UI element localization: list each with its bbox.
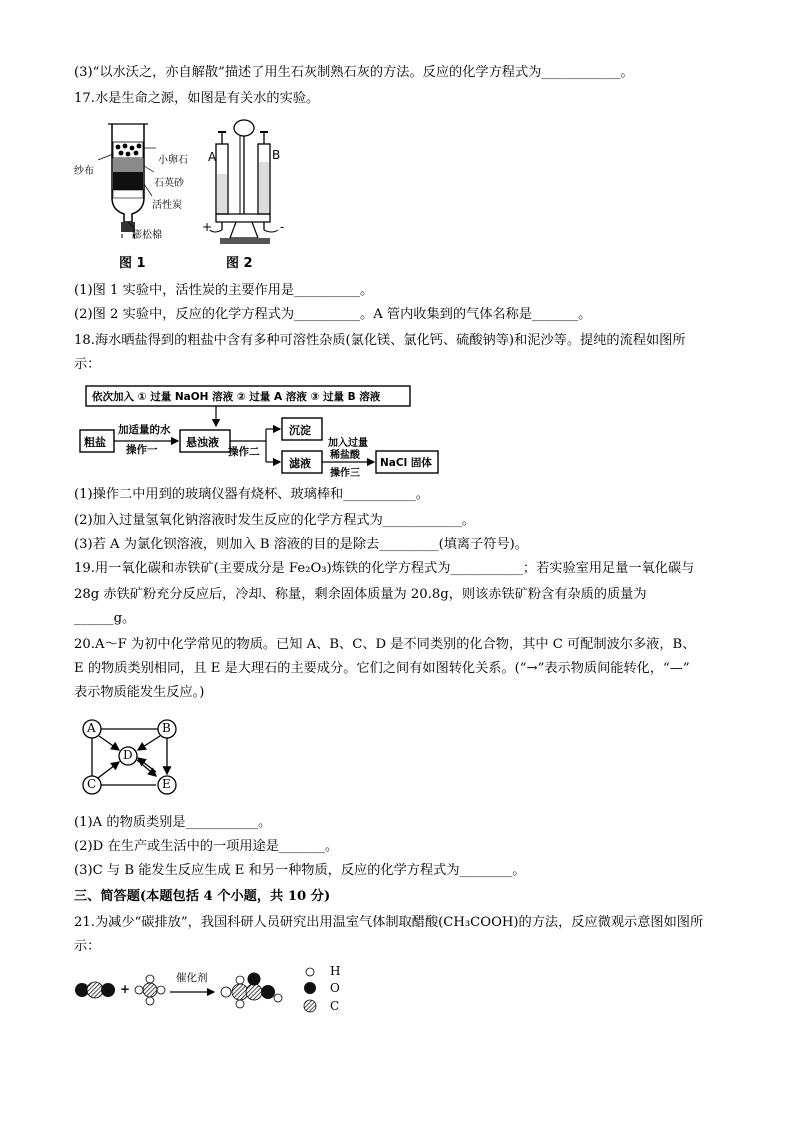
q18-stem-1: 18.海水晒盐得到的粗盐中含有多种可溶性杂质(氯化镁、氯化钙、硫酸钠等)和泥沙等。提纯的流程如图所 [74, 333, 686, 348]
q20-stem-3: 表示物质能发生反应。) [74, 685, 205, 700]
q19-stem-1: 19.用一氧化碳和赤铁矿(主要成分是 Fe₂O₃)炼铁的化学方程式为___________；若实验室用足量一氧化碳与 [74, 561, 695, 576]
q17-part1: (1)图 1 实验中，活性炭的主要作用是__________。 [74, 283, 374, 298]
flow-filtrate: 滤液 [289, 457, 311, 470]
catalyst-label: 催化剂 [176, 972, 208, 984]
q20-part2: (2)D 在生产或生活中的一项用途是_______。 [74, 839, 339, 854]
node-d: D [123, 748, 133, 762]
reaction-micro-diagram [74, 962, 354, 1018]
q20-part3: (3)C 与 B 能发生反应生成 E 和另一种物质，反应的化学方程式为________。 [74, 863, 526, 878]
flow-operation-1: 操作一 [126, 444, 158, 456]
flow-add-excess: 加入过量 [328, 438, 368, 449]
label-cotton: 膨松棉 [132, 230, 162, 241]
tube-b-label: B [272, 148, 281, 162]
legend-h: H [330, 964, 341, 978]
substance-network-diagram [76, 714, 186, 804]
node-b: B [162, 721, 171, 735]
q20-stem-2: E 的物质类别相同，且 E 是大理石的主要成分。它们之间有如图转化关系。(“→”表示物质间能转化，“—” [74, 661, 690, 676]
q20-stem-1: 20.A～F 为初中化学常见的物质。已知 A、B、C、D 是不同类别的化合物，其中 C 可配制波尔多液，B、 [74, 637, 696, 652]
flow-add-water: 加适量的水 [118, 424, 171, 436]
purification-flowchart [76, 382, 446, 478]
q19-stem-3: ______g。 [74, 611, 136, 626]
figure-2-caption: 图 2 [226, 256, 253, 271]
node-a: A [87, 721, 96, 735]
node-c: C [87, 777, 97, 791]
label-activated-carbon: 活性炭 [152, 200, 182, 211]
plus-electrode-label: + [202, 220, 213, 234]
q17-stem: 17.水是生命之源，如图是有关水的实验。 [74, 91, 320, 106]
tube-a-label: A [208, 150, 217, 164]
figure-1-caption: 图 1 [119, 256, 146, 271]
figure-2-electrolysis [200, 114, 290, 270]
label-quartz-sand: 石英砂 [154, 178, 184, 189]
q18-part2: (2)加入过量氢氧化钠溶液时发生反应的化学方程式为____________。 [74, 513, 476, 528]
flow-crude-salt: 粗盐 [84, 436, 106, 449]
flow-precipitate: 沉淀 [289, 424, 311, 437]
section-3-heading: 三、简答题(本题包括 4 个小题，共 10 分) [74, 889, 331, 904]
flow-top-reagents: 依次加入 ① 过量 NaOH 溶液 ② 过量 A 溶液 ③ 过量 B 溶液 [92, 391, 381, 403]
label-gauze: 纱布 [74, 166, 94, 177]
flow-suspension: 悬浊液 [186, 436, 219, 449]
legend-o: O [330, 981, 340, 995]
q18-part3: (3)若 A 为氯化钡溶液，则加入 B 溶液的目的是除去_________(填离子符号)。 [74, 537, 528, 552]
q16-part3: (3)“以水沃之，亦自解散”描述了用生石灰制熟石灰的方法。反应的化学方程式为____________。 [74, 65, 634, 80]
q21-stem-1: 21.为减少“碳排放”，我国科研人员研究出用温室气体制取醋酸(CH₃COOH)的方法，反应微观示意图如图所 [74, 915, 704, 930]
label-pebbles: 小卵石 [158, 155, 188, 166]
legend-c: C [330, 999, 340, 1013]
q19-stem-2: 28g 赤铁矿粉充分反应后，冷却、称量，剩余固体质量为 20.8g，则该赤铁矿粉含有杂质的质量为 [74, 587, 647, 602]
reaction-plus: + [120, 982, 131, 996]
node-e: E [162, 777, 171, 791]
flow-hydrochloric-acid: 稀盐酸 [330, 450, 360, 461]
flow-operation-2: 操作二 [228, 446, 260, 458]
flow-operation-3: 操作三 [330, 468, 360, 479]
q21-stem-2: 示： [74, 939, 101, 954]
figure-1-purifier [72, 118, 192, 271]
q20-part1: (1)A 的物质类别是___________。 [74, 815, 272, 830]
q18-stem-2: 示： [74, 357, 101, 372]
minus-electrode-label: - [280, 220, 285, 234]
q18-part1: (1)操作二中用到的玻璃仪器有烧杯、玻璃棒和___________。 [74, 487, 429, 502]
flow-nacl-solid: NaCl 固体 [380, 457, 432, 469]
q17-part2: (2)图 2 实验中，反应的化学方程式为__________。A 管内收集到的气体名称是_______。 [74, 307, 592, 322]
